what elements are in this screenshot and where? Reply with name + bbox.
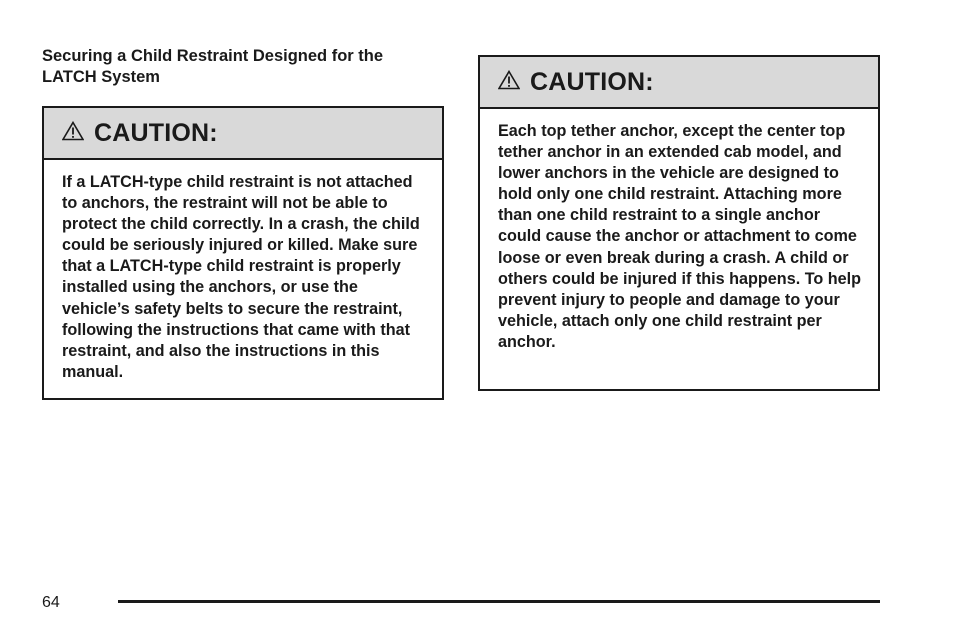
caution-box-one-restraint-per-anchor <box>478 55 880 391</box>
caution-text: Each top tether anchor, except the center top tether anchor in an extended cab model, and lower anchors in the vehicle are designed to hold only one child restraint. Attaching more than one child restraint to a single anchor could cause the anchor or attachment to come loose or even break during a crash. A child or others could be injured if this happens. To help prevent injury to people and damage to your vehicle, attach only one child restraint per anchor. <box>498 122 862 351</box>
section-heading: Securing a Child Restraint Designed for the LATCH System <box>42 47 384 86</box>
warning-triangle-icon <box>62 121 84 141</box>
caution-header <box>480 57 878 109</box>
caution-title: CAUTION: <box>530 67 654 96</box>
footer-rule <box>118 600 880 603</box>
warning-triangle-icon <box>498 70 520 90</box>
caution-text: If a LATCH-type child restraint is not attached to anchors, the restraint will not be able to protect the child correctly. In a crash, the child could be seriously injured or killed. Make sure that a LATCH-type child restraint is properly installed using the anchors, or use the vehicle’s safety belts to secure the restraint, following the instructions that came with that restraint, and also the instructions in this manual. <box>62 173 420 381</box>
caution-header <box>44 108 442 160</box>
page-number: 64 <box>42 594 60 611</box>
caution-title: CAUTION: <box>94 118 218 147</box>
caution-box-latch-anchors <box>42 106 444 400</box>
